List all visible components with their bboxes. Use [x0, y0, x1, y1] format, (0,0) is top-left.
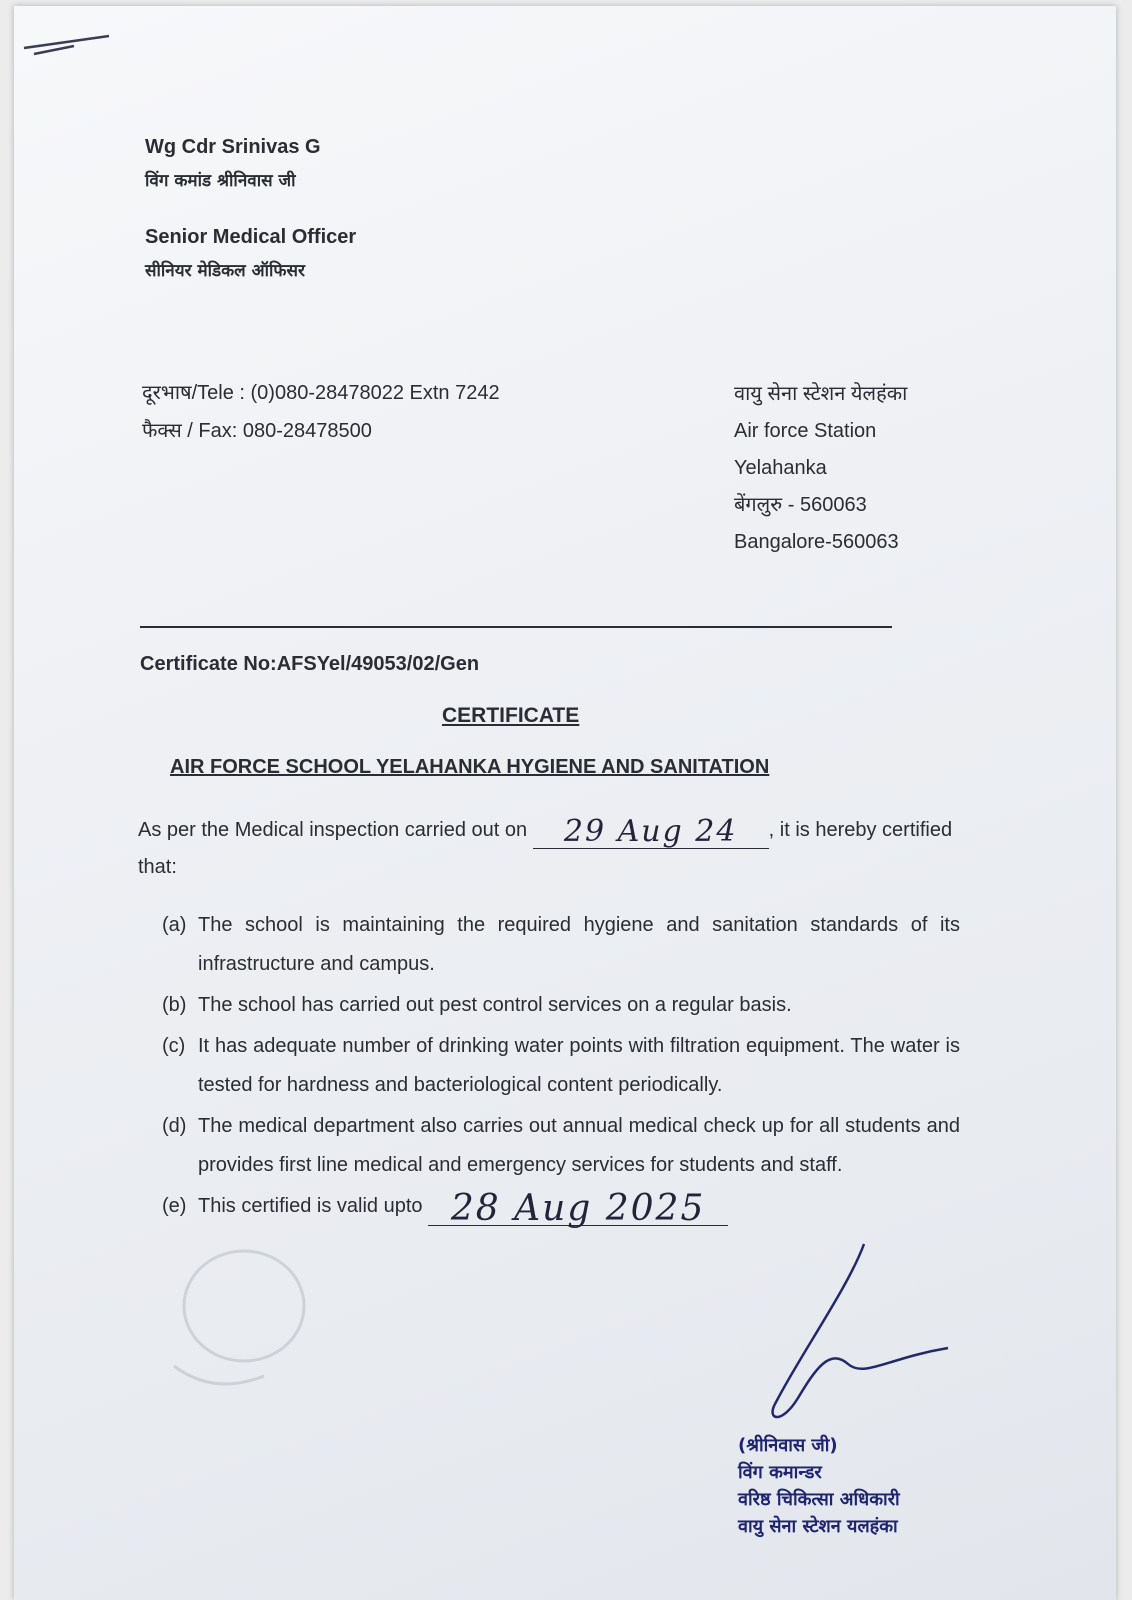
certificate-page: [14, 6, 1116, 1600]
item-text: The school is maintaining the required hygiene and sanitation standards of its infrastructure and campus.: [198, 914, 960, 975]
sender-designation: Senior Medical Officer: [145, 226, 357, 248]
item-label: (c): [162, 1035, 186, 1057]
sender-name-hindi: विंग कमांड श्रीनिवास जी: [145, 171, 296, 191]
list-item: [162, 906, 960, 984]
item-label: (a): [162, 914, 187, 936]
item-label: (b): [162, 994, 187, 1016]
faint-stamp-mark: [154, 1246, 334, 1406]
signatory-name: (श्रीनिवास जी): [738, 1435, 838, 1456]
address-line-place: Yelahanka: [734, 457, 827, 479]
list-item: [162, 1027, 960, 1105]
address-line-city: Bangalore-560063: [734, 531, 899, 553]
signatory-role: वरिष्ठ चिकित्सा अधिकारी: [738, 1489, 900, 1510]
address-block: [734, 376, 907, 561]
corner-pen-mark: [14, 28, 124, 68]
list-item: [162, 1107, 960, 1185]
signatory-station: वायु सेना स्टेशन यलहंका: [738, 1516, 898, 1537]
signature-block: [738, 1432, 900, 1540]
valid-until-handwritten: 28 Aug 2025: [428, 1193, 728, 1226]
fax-line: फैक्स / Fax: 080-28478500: [142, 420, 372, 442]
list-item: [162, 1187, 960, 1229]
contact-block: [142, 374, 500, 450]
address-line-city-hindi: बेंगलुरु - 560063: [734, 494, 867, 516]
list-item: [162, 986, 960, 1025]
item-label: (d): [162, 1115, 187, 1137]
signature-scribble: [738, 1238, 978, 1438]
address-line-hindi: वायु सेना स्टेशन येलहंका: [734, 383, 908, 405]
certificate-items: [162, 906, 960, 1228]
sender-designation-hindi: सीनियर मेडिकल ऑफिसर: [145, 261, 305, 281]
item-text: The medical department also carries out annual medical check up for all students and provides first line medical and emergency services for students and staff.: [198, 1115, 960, 1176]
telephone-line: दूरभाष/Tele : (0)080-28478022 Extn 7242: [142, 382, 500, 404]
item-text: The school has carried out pest control services on a regular basis.: [198, 994, 792, 1016]
certificate-subtitle: AIR FORCE SCHOOL YELAHANKA HYGIENE AND SANITATION: [170, 756, 770, 778]
item-text: It has adequate number of drinking water points with filtration equipment. The water is tested for hardness and bacteriological content periodically.: [198, 1035, 960, 1096]
signatory-rank: विंग कमान्डर: [738, 1462, 822, 1483]
certificate-title: CERTIFICATE: [442, 704, 580, 727]
header-divider: [140, 626, 892, 628]
intro-text-after: , it is hereby certified that:: [138, 819, 953, 878]
intro-text: As per the Medical inspection carried out on: [138, 819, 528, 841]
address-line-station: Air force Station: [734, 420, 877, 442]
intro-paragraph: [138, 812, 958, 886]
validity-text: This certified is valid upto: [198, 1195, 423, 1217]
inspection-date-handwritten: 29 Aug 24: [533, 816, 769, 849]
certificate-number: Certificate No:AFSYel/49053/02/Gen: [140, 653, 480, 675]
item-text: [198, 1187, 728, 1229]
sender-name: Wg Cdr Srinivas G: [145, 136, 321, 158]
item-label: (e): [162, 1195, 187, 1217]
